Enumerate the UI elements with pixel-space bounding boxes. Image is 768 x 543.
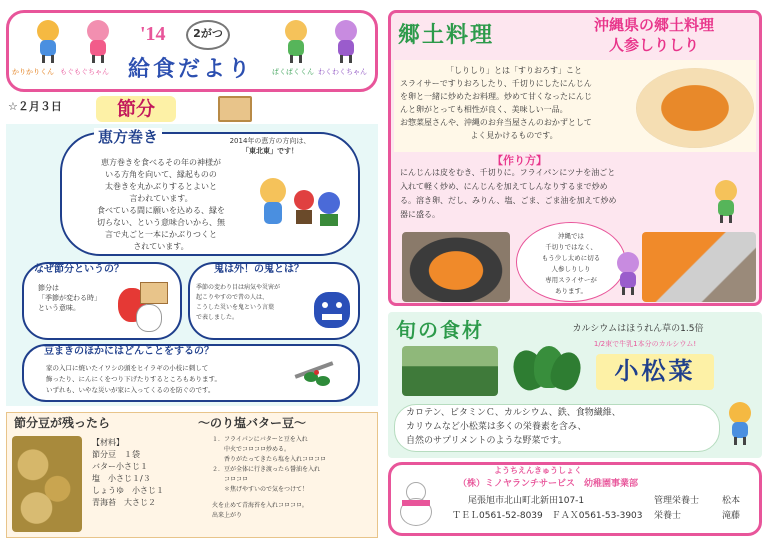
recipe-step-6: ＊焦げやすいので気をつけて！	[212, 486, 309, 493]
recipe-step-8: 出来上がり	[212, 512, 243, 519]
ingredient-2: バター小さじ１	[92, 462, 148, 471]
howto-1: にんじんは皮をむき、千切りに。フライパンにツナを油ごと	[400, 168, 616, 177]
kyodo-intro-5: お惣菜屋さんや、沖縄のお弁当屋さんのおかずとして	[400, 118, 592, 127]
footer-kana: ようちえんきゅうしょく	[494, 466, 582, 475]
oni-mask-illustration	[118, 282, 170, 334]
recipe-title: 節分豆が残ったら	[14, 416, 111, 430]
milk-note: 1/2束で牛乳1本分のカルシウム!	[593, 340, 697, 348]
slicer-note-2: 千切りではなく、	[545, 243, 597, 251]
oni-body-2: 起こりやすので昔の人は、	[196, 294, 269, 301]
komatsuna-body-2: カリウムなど小松菜は多くの栄養素を含み、	[406, 422, 587, 432]
oni-title: 鬼は外！の鬼とは？	[214, 264, 304, 275]
mascot-wakuwaku	[332, 20, 360, 64]
recipe-step-5: コロコロ	[212, 476, 249, 483]
shirishiri-dish-photo	[636, 68, 754, 148]
kyodo-intro-1: 「しりしり」とは「すりおろす」こと	[446, 66, 582, 75]
staff-role-2: 栄養士	[654, 511, 682, 521]
beans-photo	[12, 436, 82, 532]
kyodo-intro-2: スライサーですりおろしたり、千切りにしたにんじん	[400, 79, 592, 88]
date-label: ☆２月３日	[8, 100, 62, 113]
year-label: '14	[140, 23, 166, 45]
staff-role-1: 管理栄養士	[654, 496, 700, 506]
ehomaki-illustration	[256, 168, 352, 238]
snowman-illustration	[396, 482, 436, 528]
oni-body-3: こうした災いを鬼という言葉	[196, 304, 275, 311]
mascot-mogumogu	[84, 20, 112, 64]
kyodo-title: 郷土料理	[398, 23, 495, 48]
kyodo-intro-6: よく見かけるものです。	[470, 131, 558, 140]
slicer-photo	[642, 232, 756, 302]
howto-2: 入れて軽く炒め、にんじんを加えてしんなりするまで炒め	[400, 182, 608, 191]
blue-oni-illustration	[312, 290, 352, 330]
recipe-subtitle: ～のり塩バター豆～	[198, 416, 307, 430]
mascot-label: もぐもぐちゃん	[60, 68, 109, 76]
footer-address: 尾張旭市北山町北新田107-1	[468, 496, 585, 506]
ingredient-4: しょうゆ 小さじ１	[92, 486, 164, 495]
slicer-note-3: もう少し太めに切る	[541, 254, 601, 262]
oni-body-4: で表しました。	[196, 314, 239, 321]
ehomaki-body-6: 切らない、という意味合いから、無	[97, 218, 225, 227]
mascot-karikari	[34, 20, 62, 64]
ingredient-3: 塩 小さじ１/３	[92, 474, 151, 483]
komatsuna-body-3: 自然のサプリメントのような野菜です。	[406, 436, 567, 446]
why-setsubun-body-1: 節分は	[38, 284, 59, 292]
oni-body-1: 季節の変わり目は病気や災害が	[196, 284, 281, 291]
dish-title-1: 沖縄県の郷土料理	[593, 16, 714, 34]
slicer-note-4: 人参しりしり	[551, 265, 591, 273]
footer-company: （株）ミノヤランチサービス 幼稚園事業部	[458, 479, 639, 489]
month-label: 2がつ	[193, 27, 223, 40]
ehomaki-body-3: 太巻きを丸かぶりするとよいと	[105, 182, 217, 191]
komatsuna-name: 小松菜	[614, 357, 696, 385]
komatsuna-field-photo	[402, 346, 498, 396]
mascot-label: ぱくぱくくん	[272, 68, 314, 76]
hiiragi-illustration	[290, 350, 340, 394]
komatsuna-photo	[510, 344, 584, 402]
mascot-karikari-shun	[726, 402, 754, 446]
recipe-step-1: １．フライパンにバターと豆を入れ	[212, 436, 308, 443]
kyodo-intro-4: んと卵がとっても相性が良く、美味しい一品。	[400, 105, 568, 114]
staff-name-1: 松本	[722, 496, 741, 506]
recipe-step-2: 中火でコロコロ炒める。	[212, 446, 291, 453]
ehomaki-title: 恵方巻き	[94, 128, 162, 147]
newsletter-title: 給食だより	[128, 57, 254, 82]
ehomaki-body-4: 言われています。	[129, 194, 193, 203]
ehomaki-body-8: されています。	[133, 242, 189, 251]
ehomaki-body-7: 言で丸ごと一本にかぶりつくと	[105, 230, 217, 239]
mascot-label: わくわくちゃん	[318, 68, 367, 76]
shun-title: 旬の食材	[396, 318, 484, 342]
mamemaki-body-1: 家の入口に焼いたイワシの頭をヒイラギの小枝に刺して	[46, 364, 209, 372]
mamemaki-body-3: いずれも、いやな災いが家に入ってくるのを防ぐのです。	[46, 386, 215, 394]
direction-note-1: 2014年の恵方の方向は、	[229, 137, 311, 145]
mascot-pakupaku-kyodo	[712, 180, 740, 224]
komatsuna-body-1: カロテン、ビタミンＣ、カルシウム、鉄、食物繊維、	[406, 408, 621, 418]
why-setsubun-title: なぜ節分というの？	[34, 264, 124, 275]
slicer-note-6: あります。	[555, 287, 587, 295]
ehomaki-body-5: 食べている間に願いを込める、縁を	[97, 206, 225, 215]
staff-name-2: 滝藤	[722, 511, 741, 521]
recipe-step-3: 香りがたってきたら塩を入れコロコロ	[212, 456, 327, 463]
howto-title: 【作り方】	[492, 154, 547, 167]
slicer-note-1: 沖縄では	[558, 232, 584, 240]
setsubun-title: 節分	[116, 98, 155, 120]
mamemaki-body-2: 飾ったり、にんにくをつり下げたりするところもあります。	[46, 375, 221, 383]
direction-note-2: 「東北東」です！	[242, 147, 298, 155]
mascot-wakuwaku-kyodo	[614, 252, 642, 296]
howto-3: る。溶き卵、だし、みりん、塩、ごま、ごま油を加えて炒め	[400, 196, 617, 205]
why-setsubun-body-2: 「季節が変わる時」	[38, 294, 101, 302]
mascot-pakupaku	[282, 20, 310, 64]
dish-title-2: 人参しりしり	[608, 36, 699, 54]
footer-tel: ＴＥＬ0561-52-8039 ＦＡＸ0561-53-3903	[452, 511, 643, 521]
why-setsubun-body-3: という意味。	[38, 304, 80, 312]
ingredient-5: 青海苔 大さじ２	[92, 498, 156, 507]
recipe-step-4: ２．豆が全体に行き渡ったら醤油を入れ	[212, 466, 321, 473]
recipe-step-7: 火を止めて青海苔を入れコロコロ。	[212, 502, 308, 509]
howto-4: 器に盛る。	[400, 210, 440, 219]
ehomaki-body-1: 恵方巻きを食べるその年の神様が	[101, 158, 221, 167]
kyodo-intro-3: を卵と一緒に炒めたお料理。炒めて甘くなったにんじ	[400, 92, 592, 101]
cooking-pan-photo	[402, 232, 510, 302]
mamemaki-title: 豆まきのほかにはどんことをするの？	[44, 346, 214, 357]
masu-box-image	[218, 96, 252, 122]
slicer-note-5: 専用スライサーが	[545, 276, 597, 284]
calcium-note: カルシウムはほうれん草の1.5倍	[572, 324, 704, 334]
ingredients-title: 【材料】	[92, 438, 124, 447]
ehomaki-body-2: いる方角を向いて、縁起ものの	[105, 170, 217, 179]
ingredient-1: 節分豆 １袋	[92, 450, 140, 459]
mascot-label: かりかりくん	[12, 68, 54, 76]
